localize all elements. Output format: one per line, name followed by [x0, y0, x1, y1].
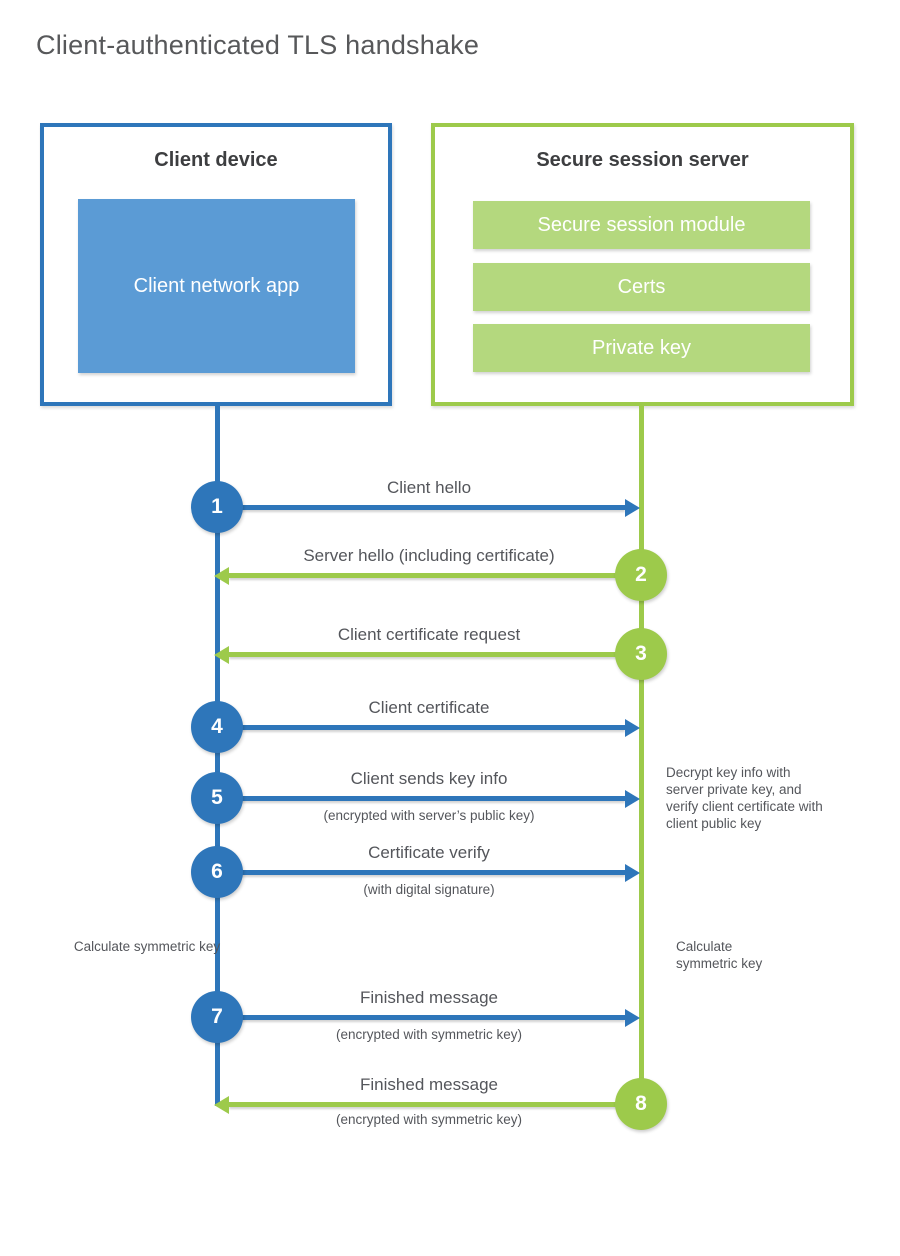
step-2-badge: 2: [615, 549, 667, 601]
step-1-label: Client hello: [386, 478, 472, 497]
client-network-app-module: [78, 199, 355, 373]
step-7-badge: 7: [191, 991, 243, 1043]
step-5-sublabel: (encrypted with server’s public key): [323, 808, 535, 823]
server-module-secure-session: Secure session module: [473, 201, 810, 249]
step-3-arrow: [229, 652, 644, 657]
step-4-label: Client certificate: [368, 698, 490, 717]
step-6-arrow: [215, 870, 625, 875]
step-5-label: Client sends key info: [350, 769, 508, 788]
step-4-arrow: [215, 725, 625, 730]
client-device-title: Client device: [154, 149, 278, 171]
step-7-sublabel: (encrypted with symmetric key): [335, 1027, 523, 1042]
step-8-badge: 8: [615, 1078, 667, 1130]
note-calculate-symmetric-key-client: Calculate symmetric key: [73, 939, 221, 954]
step-2-arrow: [229, 573, 644, 578]
step-6-sublabel: (with digital signature): [363, 882, 495, 897]
note-calculate-symmetric-key-server: Calculate symmetric key: [676, 939, 763, 971]
step-7-label: Finished message: [360, 988, 498, 1007]
client-network-app-label: Client network app: [133, 274, 300, 297]
step-8-arrow: [229, 1102, 644, 1107]
step-3-badge: 3: [615, 628, 667, 680]
secure-session-server-title: Secure session server: [536, 149, 749, 171]
step-1-badge: 1: [191, 481, 243, 533]
step-8-label: Finished message: [360, 1075, 498, 1094]
secure-session-server-box: [431, 123, 854, 406]
step-6-label: Certificate verify: [368, 843, 490, 862]
step-5-badge: 5: [191, 772, 243, 824]
client-device-box: [40, 123, 392, 406]
server-module-private-key: Private key: [473, 324, 810, 372]
step-5-arrow: [215, 796, 625, 801]
step-6-badge: 6: [191, 846, 243, 898]
step-1-arrow: [215, 505, 625, 510]
step-7-arrow: [215, 1015, 625, 1020]
step-2-label: Server hello (including certificate): [303, 546, 555, 565]
server-module-certs: Certs: [473, 263, 810, 311]
note-decrypt-key-info: Decrypt key info with server private key, and verify client certificate with client public key: [666, 765, 823, 831]
step-3-label: Client certificate request: [337, 625, 521, 644]
page-title: Client-authenticated TLS handshake: [36, 30, 480, 60]
step-8-sublabel: (encrypted with symmetric key): [335, 1112, 523, 1127]
step-4-badge: 4: [191, 701, 243, 753]
